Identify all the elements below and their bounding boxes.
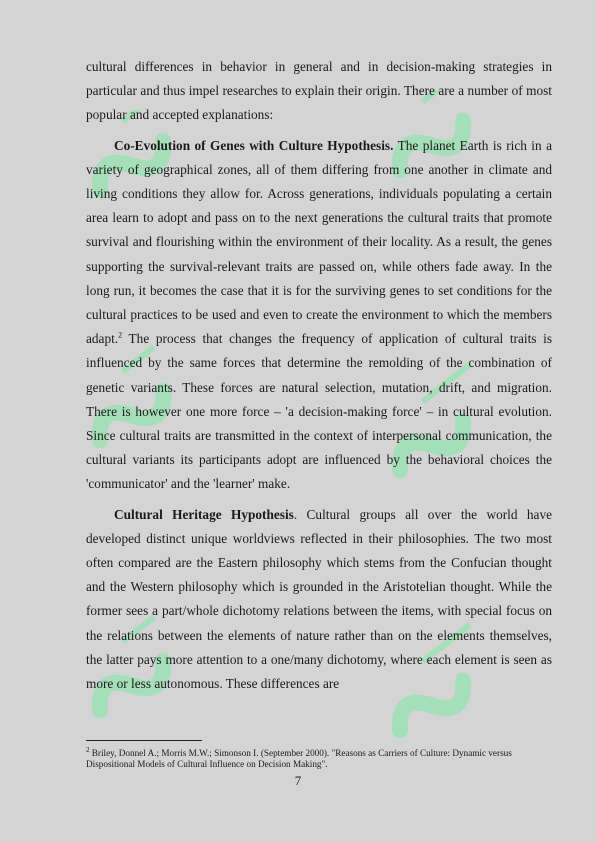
paragraph-intro: cultural differences in behavior in general and in decision-making strategies in particular and thus impel researches to explain their origin. There are a number of most popular and accepted explanations: — [86, 59, 552, 123]
footnote-text: Briley, Donnel A.; Morris M.W.; Simonson I. (September 2000). "Reasons as Carriers of Culture: Dynamic versus Dispositional Models of Cultural Influence on Decision Making". — [86, 748, 512, 770]
coevolution-text-a: The planet Earth is rich in a variety of geographical zones, all of them differing from one another in climate and living conditions they allow for. Across generations, individuals populating a certain area learn to adopt and pass on to the next generations the cultural traits that promote survival and flourishing within the environment of their locality. As a result, the genes supporting the survival-relevant traits are passed on, while others fade away. In the long run, it becomes the case that it is for the surviving genes to set conditions for the cultural practices to be used and even to create the environment to which the members adapt. — [86, 137, 552, 347]
cultural-heritage-heading: Cultural Heritage Hypothesis — [114, 506, 294, 522]
page-number: 7 — [294, 773, 302, 788]
coevolution-heading: Co-Evolution of Genes with Culture Hypothesis. — [114, 137, 394, 153]
paragraph-cultural-heritage — [86, 503, 552, 697]
body-text — [86, 55, 552, 702]
footnote-number: 2 — [86, 746, 90, 754]
paragraph-coevolution — [86, 134, 552, 497]
footnote-reference[interactable]: 2 — [118, 330, 123, 340]
cultural-heritage-text: . Cultural groups all over the world have developed distinct unique worldviews reflected in their philosophies. The two most often compared are the Eastern philosophy which stems from the Confucian thought and the Western philosophy which is grounded in the Aristotelian thought. While the former sees a part/whole dichotomy relations between the items, with special focus on the relations between the elements of nature rather than on the elements themselves, the latter pays more attention to a one/many dichotomy, where each element is seen as more or less autonomous. These differences are — [86, 506, 552, 692]
footnote-divider — [86, 740, 202, 741]
footnote — [86, 745, 556, 770]
coevolution-text-b: The process that changes the frequency of application of cultural traits is influenced by the same forces that determine the remolding of the combination of genetic variants. These forces are natural selection, mutation, drift, and migration. There is however one more force – 'a decision-making force' – in cultural evolution. Since cultural traits are transmitted in the context of interpersonal communication, the cultural variants its participants adopt are influenced by the behavioral choices the 'communicator' and the 'learner' make. — [86, 331, 552, 492]
